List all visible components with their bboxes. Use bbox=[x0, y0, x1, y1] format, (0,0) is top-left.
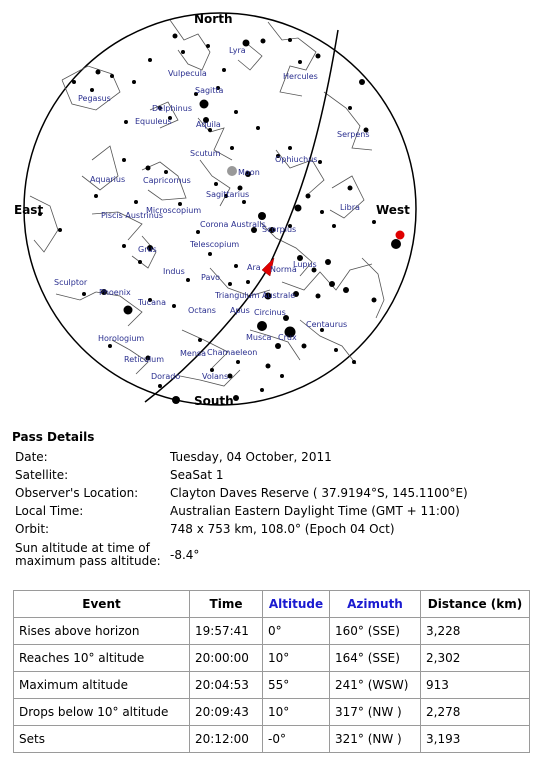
table-row bbox=[14, 672, 530, 699]
event-time: 20:04:53 bbox=[190, 672, 263, 699]
const-label: Horologium bbox=[98, 334, 145, 343]
const-label: Lupus bbox=[293, 260, 317, 269]
planet-marker bbox=[396, 231, 405, 240]
const-label: Aquila bbox=[196, 120, 221, 129]
pass-events-table bbox=[13, 590, 530, 753]
event-azimuth: 321° (NW ) bbox=[330, 726, 421, 753]
const-label: Equuleus bbox=[135, 117, 172, 126]
const-label: Lyra bbox=[229, 46, 246, 55]
direction-north: North bbox=[194, 12, 233, 26]
detail-row-satellite bbox=[15, 466, 468, 484]
table-row bbox=[14, 699, 530, 726]
event-altitude: 0° bbox=[263, 618, 330, 645]
const-label: Aquarius bbox=[90, 175, 126, 184]
const-label: Sculptor bbox=[54, 278, 88, 287]
const-label: Moon bbox=[238, 168, 260, 177]
const-label: Corona Australis bbox=[200, 220, 266, 229]
detail-value: Tuesday, 04 October, 2011 bbox=[170, 450, 332, 464]
event-name: Drops below 10° altitude bbox=[14, 699, 190, 726]
const-label: Triangulum Australe bbox=[215, 291, 296, 300]
pass-details-title: Pass Details bbox=[12, 430, 95, 444]
event-distance: 3,193 bbox=[421, 726, 530, 753]
detail-row-sun-altitude bbox=[15, 538, 468, 572]
const-label: Ophiuchus bbox=[275, 155, 318, 164]
detail-value: SeaSat 1 bbox=[170, 468, 224, 482]
detail-row-local-time bbox=[15, 502, 468, 520]
const-label: Chamaeleon bbox=[207, 348, 258, 357]
const-label: Scutum bbox=[190, 149, 221, 158]
event-distance: 913 bbox=[421, 672, 530, 699]
const-label: Vulpecula bbox=[168, 69, 207, 78]
event-name: Sets bbox=[14, 726, 190, 753]
event-altitude: 10° bbox=[263, 645, 330, 672]
header-time: Time bbox=[190, 591, 263, 618]
const-label: Indus bbox=[163, 267, 185, 276]
event-azimuth: 241° (WSW) bbox=[330, 672, 421, 699]
const-label: Serpens bbox=[337, 130, 370, 139]
detail-value: Clayton Daves Reserve ( 37.9194°S, 145.1100°E) bbox=[170, 486, 468, 500]
detail-label: Sun altitude at time of maximum pass altitude: bbox=[15, 541, 161, 568]
event-distance: 3,228 bbox=[421, 618, 530, 645]
const-label: Centaurus bbox=[306, 320, 348, 329]
detail-value: -8.4° bbox=[170, 548, 200, 562]
event-altitude: 10° bbox=[263, 699, 330, 726]
direction-south: South bbox=[194, 394, 234, 408]
const-label: Norma bbox=[270, 265, 297, 274]
const-label: Hercules bbox=[283, 72, 318, 81]
event-time: 20:12:00 bbox=[190, 726, 263, 753]
event-distance: 2,302 bbox=[421, 645, 530, 672]
event-altitude: 55° bbox=[263, 672, 330, 699]
const-label: Piscis Austrinus bbox=[101, 211, 164, 220]
event-name: Reaches 10° altitude bbox=[14, 645, 190, 672]
detail-label: Satellite: bbox=[15, 468, 69, 482]
const-label: Mensa bbox=[180, 349, 206, 358]
const-label: Pavo bbox=[201, 273, 220, 282]
detail-label: Local Time: bbox=[15, 504, 84, 518]
event-name: Rises above horizon bbox=[14, 618, 190, 645]
direction-east: East bbox=[14, 203, 44, 217]
header-event: Event bbox=[14, 591, 190, 618]
header-distance: Distance (km) bbox=[421, 591, 530, 618]
const-label: Phoenix bbox=[99, 288, 131, 297]
const-label: Sagitta bbox=[195, 86, 224, 95]
header-azimuth[interactable]: Azimuth bbox=[330, 591, 421, 618]
const-label: Grus bbox=[138, 245, 157, 254]
event-azimuth: 164° (SSE) bbox=[330, 645, 421, 672]
detail-label: Observer's Location: bbox=[15, 486, 139, 500]
detail-label: Orbit: bbox=[15, 522, 50, 536]
const-label: Libra bbox=[340, 203, 360, 212]
const-label: Pegasus bbox=[78, 94, 111, 103]
event-distance: 2,278 bbox=[421, 699, 530, 726]
events-header-row bbox=[14, 591, 530, 618]
detail-label: Date: bbox=[15, 450, 48, 464]
const-label: Telescopium bbox=[190, 240, 240, 249]
table-row bbox=[14, 726, 530, 753]
const-label: Octans bbox=[188, 306, 216, 315]
detail-row-date bbox=[15, 448, 468, 466]
table-row bbox=[14, 618, 530, 645]
event-time: 19:57:41 bbox=[190, 618, 263, 645]
detail-row-location bbox=[15, 484, 468, 502]
const-label: Dorado bbox=[151, 372, 181, 381]
const-label: Musca bbox=[246, 333, 272, 342]
const-label: Apus bbox=[230, 306, 250, 315]
const-label: Crux bbox=[278, 333, 297, 342]
const-label: Circinus bbox=[254, 308, 286, 317]
const-label: Tucana bbox=[138, 298, 167, 307]
const-label: Sagittarius bbox=[206, 190, 250, 199]
event-name: Maximum altitude bbox=[14, 672, 190, 699]
direction-west: West bbox=[376, 203, 410, 217]
event-azimuth: 160° (SSE) bbox=[330, 618, 421, 645]
const-label: Scorpius bbox=[262, 225, 297, 234]
event-altitude: -0° bbox=[263, 726, 330, 753]
detail-value: 748 x 753 km, 108.0° (Epoch 04 Oct) bbox=[170, 522, 395, 536]
const-label: Delphinus bbox=[152, 104, 192, 113]
const-label: Ara bbox=[247, 263, 261, 272]
event-time: 20:00:00 bbox=[190, 645, 263, 672]
detail-value: Australian Eastern Daylight Time (GMT + 11:00) bbox=[170, 504, 460, 518]
const-label: Microscopium bbox=[146, 206, 202, 215]
const-label: Capricornus bbox=[143, 176, 191, 185]
const-label: Volans bbox=[202, 372, 229, 381]
pass-details-table bbox=[15, 448, 468, 572]
detail-row-orbit bbox=[15, 520, 468, 538]
table-row bbox=[14, 645, 530, 672]
moon-marker bbox=[227, 166, 237, 176]
event-time: 20:09:43 bbox=[190, 699, 263, 726]
header-altitude[interactable]: Altitude bbox=[263, 591, 330, 618]
event-azimuth: 317° (NW ) bbox=[330, 699, 421, 726]
const-label: Reticulum bbox=[124, 355, 165, 364]
